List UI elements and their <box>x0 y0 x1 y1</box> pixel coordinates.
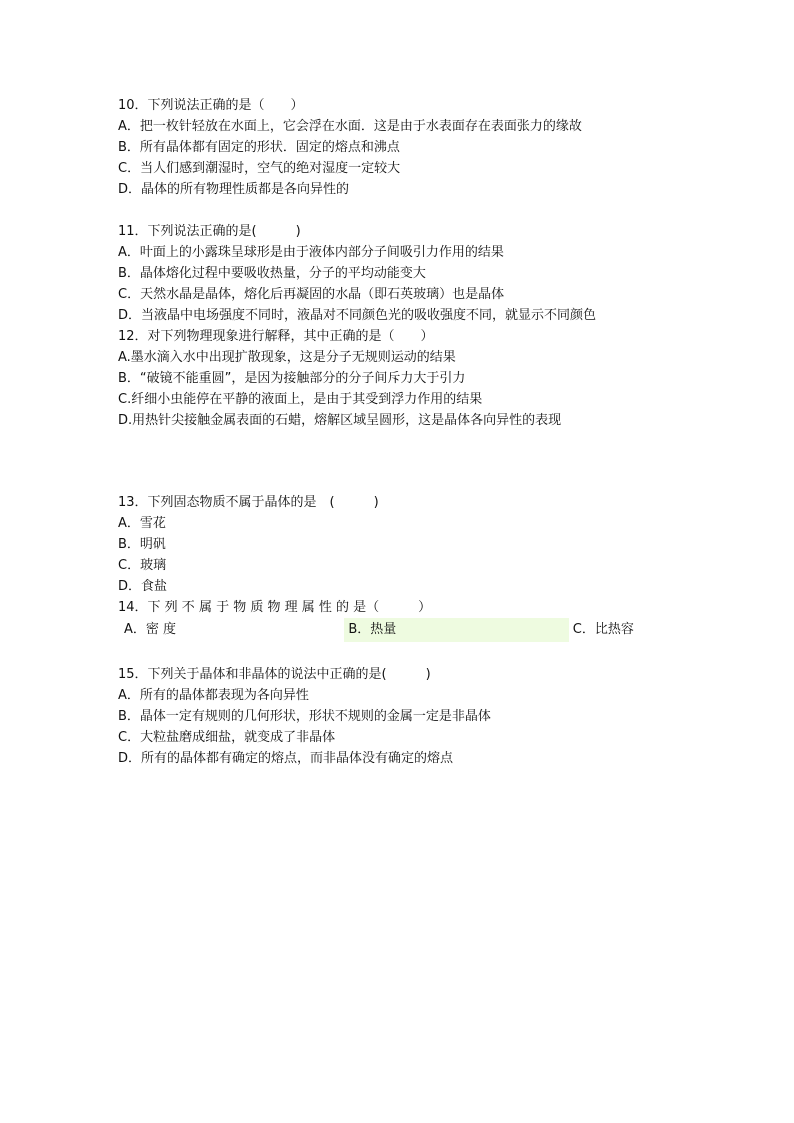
question-11-stem: 11．下列说法正确的是( ) <box>118 224 301 239</box>
question-15-option-b: B．晶体一定有规则的几何形状，形状不规则的金属一定是非晶体 <box>118 709 491 724</box>
question-10-option-c: C．当人们感到潮湿时，空气的绝对湿度一定较大 <box>118 161 401 176</box>
question-12-stem: 12．对下列物理现象进行解释，其中正确的是（ ） <box>118 329 434 344</box>
question-13-stem: 13．下列固态物质不属于晶体的是 ( ) <box>118 495 379 510</box>
question-12 <box>118 326 678 431</box>
question-14-options-row <box>118 618 678 642</box>
question-11-option-d: D．当液晶中电场强度不同时，液晶对不同颜色光的吸收强度不同，就显示不同颜色 <box>118 308 597 323</box>
question-10 <box>118 95 678 200</box>
question-15-stem: 15．下列关于晶体和非晶体的说法中正确的是( ) <box>118 667 431 682</box>
question-12-option-b: B．“破镜不能重圆”，是因为接触部分的分子间斥力大于引力 <box>118 371 466 386</box>
question-11-option-a: A．叶面上的小露珠呈球形是由于液体内部分子间吸引力作用的结果 <box>118 245 504 260</box>
question-10-option-b: B．所有晶体都有固定的形状．固定的熔点和沸点 <box>118 140 400 155</box>
question-11 <box>118 221 678 326</box>
question-15 <box>118 664 678 769</box>
question-13-option-b: B．明矾 <box>118 537 166 552</box>
question-12-option-c: C.纤细小虫能停在平静的液面上，是由于其受到浮力作用的结果 <box>118 392 483 407</box>
question-14 <box>118 597 678 618</box>
question-12-option-a: A.墨水滴入水中出现扩散现象，这是分子无规则运动的结果 <box>118 350 456 365</box>
question-15-option-c: C．大粒盐磨成细盐，就变成了非晶体 <box>118 730 336 745</box>
question-10-option-a: A．把一枚针轻放在水面上，它会浮在水面．这是由于水表面存在表面张力的缘故 <box>118 119 582 134</box>
question-12-option-d: D.用热针尖接触金属表面的石蜡，熔解区域呈圆形，这是晶体各向异性的表现 <box>118 413 562 428</box>
question-14-option-c: C．比热容 <box>572 622 634 637</box>
question-10-option-d: D．晶体的所有物理性质都是各向异性的 <box>118 182 350 197</box>
question-13-option-c: C．玻璃 <box>118 558 167 573</box>
question-10-stem: 10．下列说法正确的是（ ） <box>118 98 304 113</box>
question-15-option-a: A．所有的晶体都表现为各向异性 <box>118 688 309 703</box>
question-13-option-a: A．雪花 <box>118 516 166 531</box>
question-13-option-d: D．食盐 <box>118 579 168 594</box>
question-14-stem: 14．下 列 不 属 于 物 质 物 理 属 性 的 是（ ） <box>118 600 432 615</box>
question-15-option-d: D．所有的晶体都有确定的熔点，而非晶体没有确定的熔点 <box>118 751 454 766</box>
question-14-option-b: B．热量 <box>344 618 568 642</box>
question-11-option-b: B．晶体熔化过程中要吸收热量，分子的平均动能变大 <box>118 266 426 281</box>
question-11-option-c: C．天然水晶是晶体，熔化后再凝固的水晶（即石英玻璃）也是晶体 <box>118 287 505 302</box>
question-13 <box>118 492 678 597</box>
question-14-option-a: A．密 度 <box>124 622 177 637</box>
